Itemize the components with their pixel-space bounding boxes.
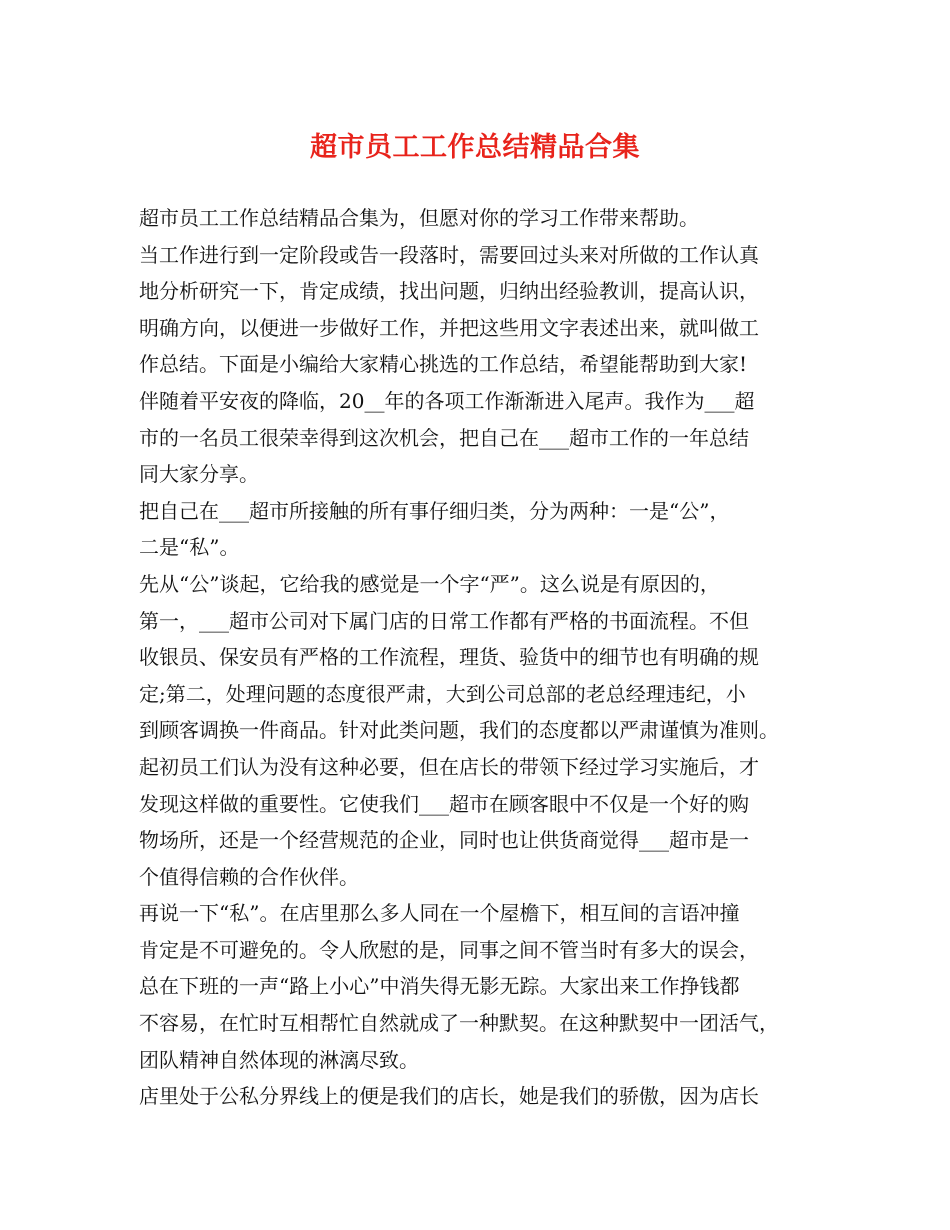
body-line: 不容易，在忙时互相帮忙自然就成了一种默契。在这种默契中一团活气，: [139, 1011, 779, 1036]
body-line: 肯定是不可避免的。令人欣慰的是，同事之间不管当时有多大的误会，: [139, 937, 759, 962]
body-line: 把自己在___超市所接触的所有事仔细归类，分为两种：一是“公”，: [139, 498, 730, 523]
page-title: 超市员工工作总结精品合集: [310, 132, 640, 163]
document-body: [139, 200, 839, 1115]
body-line: 地分析研究一下，肯定成绩，找出问题，归纳出经验教训，提高认识，: [139, 279, 759, 304]
body-line: 同大家分享。: [139, 462, 259, 487]
body-line: 起初员工们认为没有这种必要，但在店长的带领下经过学习实施后，才: [139, 754, 759, 779]
body-line: 总在下班的一声“路上小心”中消失得无影无踪。大家出来工作挣钱都: [139, 974, 740, 999]
body-line: 团队精神自然体现的淋漓尽致。: [139, 1047, 419, 1072]
body-line: 收银员、保安员有严格的工作流程，理货、验货中的细节也有明确的规: [139, 645, 759, 670]
body-line: 个值得信赖的合作伙伴。: [139, 864, 359, 889]
body-line: 物场所，还是一个经营规范的企业，同时也让供货商觉得___超市是一: [139, 828, 749, 853]
body-line: 作总结。下面是小编给大家精心挑选的工作总结，希望能帮助到大家!: [139, 352, 748, 377]
body-line: 店里处于公私分界线上的便是我们的店长，她是我们的骄傲，因为店长: [139, 1084, 759, 1109]
body-line: 市的一名员工很荣幸得到这次机会，把自己在___超市工作的一年总结: [139, 425, 749, 450]
body-line: 发现这样做的重要性。它使我们___超市在顾客眼中不仅是一个好的购: [139, 791, 749, 816]
body-line: 到顾客调换一件商品。针对此类问题，我们的态度都以严肃谨慎为准则。: [139, 718, 779, 743]
body-line: 先从“公”谈起，它给我的感觉是一个字“严”。这么说是有原因的，: [139, 571, 720, 596]
body-line: 第一，___超市公司对下属门店的日常工作都有严格的书面流程。不但: [139, 608, 749, 633]
body-line: 明确方向，以便进一步做好工作，并把这些用文字表述出来，就叫做工: [139, 315, 759, 340]
body-line: 再说一下“私”。在店里那么多人同在一个屋檐下，相互间的言语冲撞: [139, 901, 740, 926]
body-line: 伴随着平安夜的降临，20__年的各项工作渐渐进入尾声。我作为___超: [139, 388, 755, 413]
body-line: 当工作进行到一定阶段或告一段落时，需要回过头来对所做的工作认真: [139, 242, 759, 267]
body-line: 定;第二，处理问题的态度很严肃，大到公司总部的老总经理违纪，小: [139, 681, 746, 706]
body-line: 超市员工工作总结精品合集为，但愿对你的学习工作带来帮助。: [139, 206, 699, 230]
body-line: 二是“私”。: [139, 535, 240, 560]
